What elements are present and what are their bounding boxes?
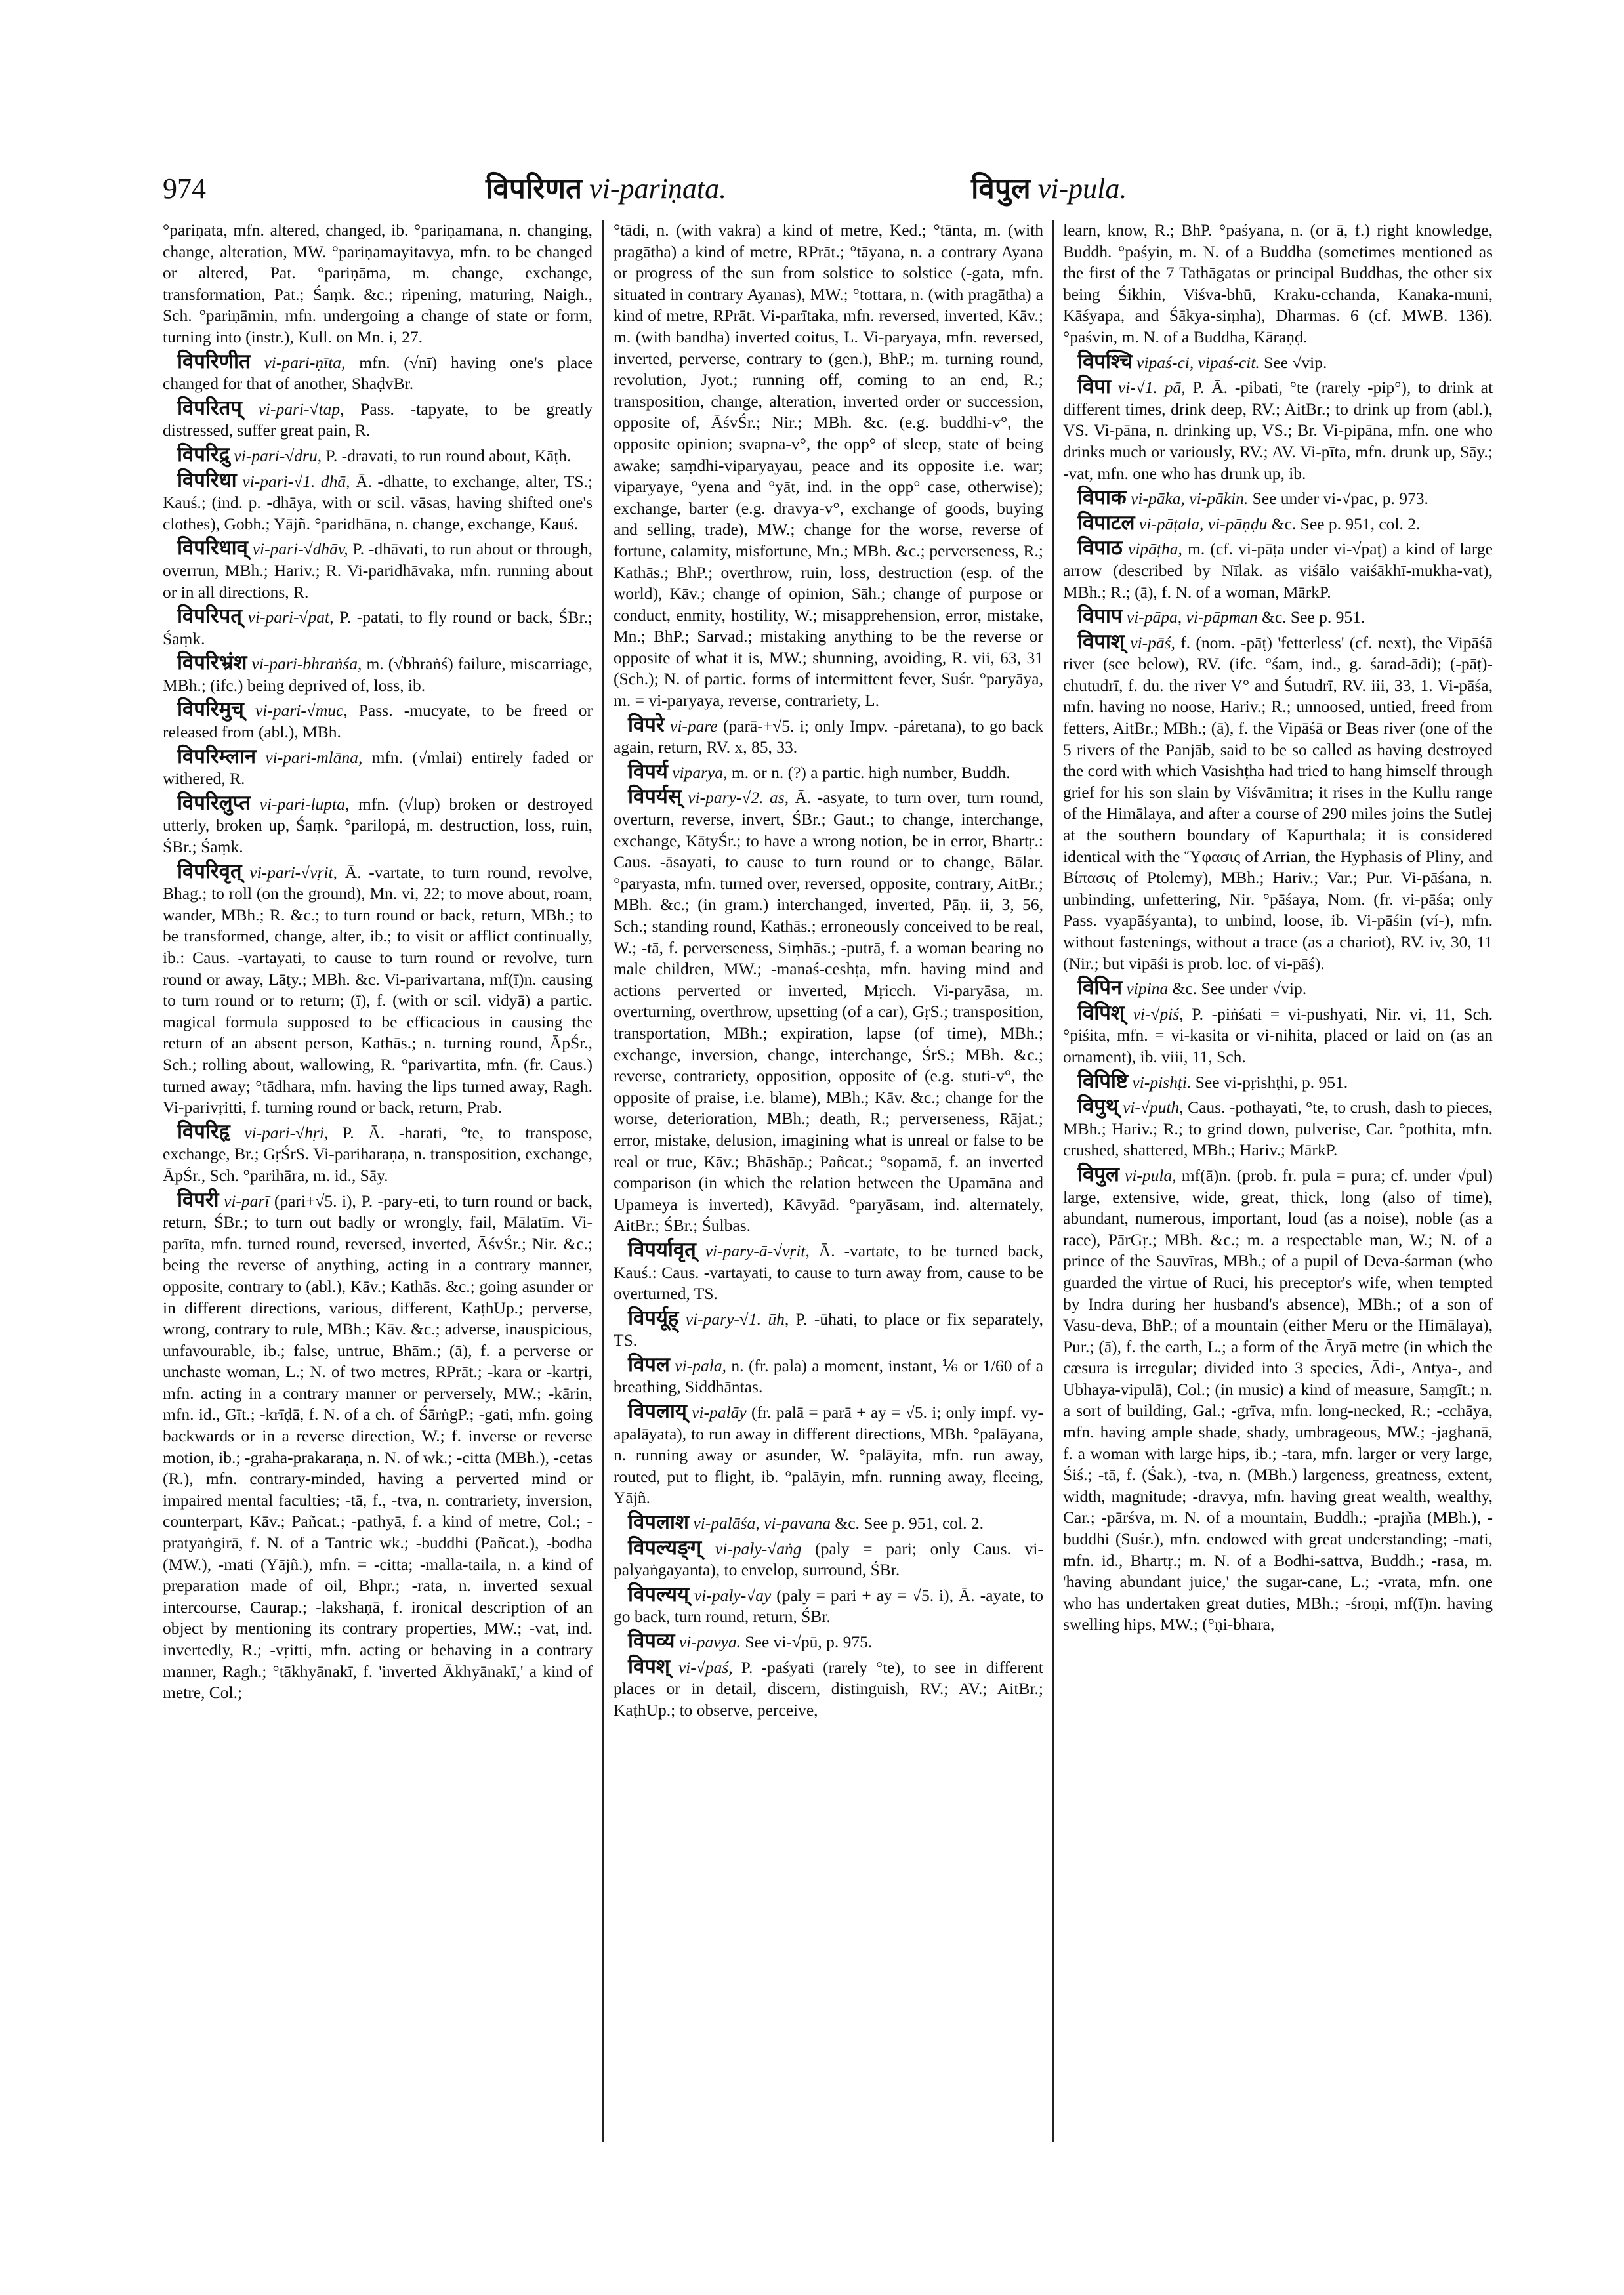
entry-definition: &c. See under √vip. xyxy=(1172,979,1307,999)
headword-transliteration: vi-pare xyxy=(669,716,718,735)
headword-transliteration: vi-pary-√2. as, xyxy=(688,788,789,808)
headword-devanagari: विपिष्टि xyxy=(1077,1069,1129,1092)
headword-transliteration: vi-pari-√hṛi, xyxy=(244,1123,329,1142)
entry-definition: Ā. -dhatte, to exchange, alter, TS.; Kauś.; (ind. p. -dhāya, with or scil. vāsas, having shifted one's clothes), Gobh.; Yājñ. °paridhāna, n. change, exchange, Kauś. xyxy=(163,471,593,533)
headword-transliteration: vi-pāś, xyxy=(1130,632,1175,652)
headword-transliteration: vi-pula, xyxy=(1125,1165,1176,1185)
headword-transliteration: vi-pari-√pat, xyxy=(247,608,334,627)
headword-transliteration: vi-pari-√muc, xyxy=(255,701,348,720)
entry-definition: (fr. palā = parā + ay = √5. i; only impf. vy-apalāyata), to run away in different directions, MBh. °palāyana, n. running away or asunder, W. °palāyita, mfn. run away, routed, put to flight, ib. °palāyin, mfn. running away, fleeing, Yājñ. xyxy=(614,1403,1043,1508)
headword-transliteration: vi-pary-ā-√vṛit, xyxy=(705,1241,810,1260)
dictionary-entry xyxy=(163,746,593,790)
entry-continuation xyxy=(614,220,1043,712)
dictionary-entry xyxy=(163,699,593,743)
entry-definition: P. Ā. -pibati, °te (rarely -pip°), to drink at different times, drink deep, RV.; AitBr.; to drink up from (abl.), VS. Vi-pāna, n. drinking up, VS.; Br. Vi-pipāna, mfn. one who drinks much or variously, RV.; AV. Vi-pīta, mfn. drunk up, Sāy.; -vat, mfn. one who has drunk up, ib. xyxy=(1063,378,1493,483)
entry-continuation xyxy=(163,220,593,348)
headword-devanagari: विपिन xyxy=(1077,976,1123,999)
column-3 xyxy=(1063,220,1493,2145)
headword-transliteration: vi-pari-bhraṅśa, xyxy=(251,654,362,674)
headword-devanagari: विपरितप् xyxy=(177,396,242,419)
entry-definition: mfn. (√mlai) entirely faded or withered, R. xyxy=(163,747,593,789)
headword-devanagari: विपल्यङ्ग् xyxy=(628,1535,702,1559)
headword-devanagari: विपश्चि xyxy=(1077,349,1133,373)
running-head-right-devanagari: विपुल xyxy=(971,173,1031,205)
headword-devanagari: विपर्यूह् xyxy=(628,1306,679,1329)
headword-devanagari: विपुथ् xyxy=(1077,1094,1119,1118)
headword-devanagari: विपल xyxy=(628,1352,670,1376)
entry-definition: &c. See p. 951, col. 2. xyxy=(1271,514,1421,533)
headword-transliteration: vi-pala, xyxy=(675,1355,726,1375)
column-1 xyxy=(163,220,593,2145)
headword-devanagari: विपरिणीत xyxy=(177,349,251,373)
headword-devanagari: विपा xyxy=(1077,375,1111,398)
dictionary-entry xyxy=(1063,512,1493,535)
entry-definition: (paly = pari + ay = √5. i), Ā. -ayate, to go back, turn round, return, ŚBr. xyxy=(614,1585,1043,1626)
dictionary-entry xyxy=(163,351,593,395)
headword-devanagari: विपर्य xyxy=(628,759,668,783)
headword-devanagari: विपश् xyxy=(628,1654,670,1678)
headword-devanagari: विपुल xyxy=(1077,1162,1119,1186)
dictionary-entry xyxy=(1063,487,1493,510)
headword-transliteration: vipaś-ci, vipaś-cit. xyxy=(1136,352,1260,372)
headword-transliteration: vi-pāka, vi-pākin. xyxy=(1131,489,1249,508)
entry-definition: Ā. -asyate, to turn over, turn round, overturn, reverse, invert, ŚBr.; Gaut.; to change, interchange, exchange, KātyŚr.; to have a wrong notion, be in error, Bhartṛ.: Caus. -āsayati, to cause to turn round or to change, Bālar. °paryasta, mfn. turned over, reversed, opposite, contrary, AitBr.; MBh. &c.; (in gram.) interchanged, inverted, Pāṇ. ii, 3, 56, Sch.; standing round, Kathās.; erroneously conceived to be real, W.; -tā, f. perverseness, Siṃhās.; -putrā, f. a woman bearing no male children, MW.; -manaś-ceshṭa, mfn. having mind and actions perverted or inverted, Mṛicch. Vi-paryāsa, m. overturning, overthrow, upsetting (of a car), GṛS.; transposition, transportation, MBh.; expiration, lapse (of time), MBh.; exchange, inversion, change, interchange, ŚrS.; MBh. &c.; reverse, contrariety, opposition, opposite of (e.g. stuti-v°, the opposite of praise, i.e. blame), MBh.; Kāv. &c.; change for the worse, deterioration, MBh.; death, R.; perverseness, Rājat.; error, mistake, delusion, imagining what is unreal or false to be real or true, Kāv.; Bhāshāp.; Pañcat.; °sopamā, f. an inverted comparison (in which the relation between the Upamāna and Upameya is inverted), Kāvyād. °paryāsam, ind. alternately, AitBr.; ŚBr.; Śulbas. xyxy=(614,788,1043,1235)
entry-definition: Ā. -vartate, to turn round, revolve, Bhag.; to roll (on the ground), Mn. vi, 22; to move about, roam, wander, MBh.; R. &c.; to turn round or back, return, MBh.; to be transformed, change, alter, ib.; to visit or afflict continually, ib.: Caus. -vartayati, to cause to turn round or revolve, turn round or away, Lāṭy.; MBh. &c. Vi-parivartana, mf(ī)n. causing to turn round or to return; (ī), f. (with or scil. vidyā) a partic. magical formula supposed to be efficacious in causing the return of an absent person, Kathās.; n. turning round, ĀpŚr., Sch.; rolling about, wallowing, R. °parivartita, mfn. (fr. Caus.) turned away; °tādhara, mfn. having the lips turned away, Ragh. Vi-parivṛitti, f. turning round or back, return, Prab. xyxy=(163,862,593,1117)
dictionary-entry xyxy=(614,1308,1043,1352)
headword-transliteration: vi-palāśa, vi-pavana xyxy=(693,1514,831,1533)
entry-definition: P. -ūhati, to place or fix separately, TS. xyxy=(614,1309,1043,1350)
column-divider xyxy=(1052,220,1054,2142)
entry-definition: Pass. -mucyate, to be freed or released from (abl.), MBh. xyxy=(163,701,593,742)
headword-devanagari: विपरिधा xyxy=(177,468,237,491)
headword-devanagari: विपरिभ्रंश xyxy=(177,651,247,674)
headword-transliteration: vi-paly-√aṅg xyxy=(715,1539,802,1558)
column-2 xyxy=(614,220,1043,2145)
dictionary-entry xyxy=(163,470,593,535)
dictionary-entry xyxy=(163,398,593,442)
headword-transliteration: vi-pari-ṇīta, xyxy=(264,352,346,372)
dictionary-entry xyxy=(163,537,593,603)
headword-devanagari: विपाटल xyxy=(1077,510,1135,534)
dictionary-entry xyxy=(1063,977,1493,1000)
dictionary-entry xyxy=(614,1354,1043,1398)
entry-definition: See vi-pṛishṭhi, p. 951. xyxy=(1195,1072,1348,1092)
headword-devanagari: विपव्य xyxy=(628,1629,675,1652)
running-head-right-translit: vi-pula. xyxy=(1037,173,1127,205)
entry-definition: m. (cf. vi-pāṭa under vi-√paṭ) a kind of large arrow (described by Nīlak. as viśālo vaiśākhī-mukha-vat), MBh.; R.; (ā), f. N. of a woman, MārkP. xyxy=(1063,539,1493,602)
entry-definition: Ā. -vartate, to be turned back, Kauś.: Caus. -vartayati, to cause to turn away from, cause to be overturned, TS. xyxy=(614,1241,1043,1304)
headword-devanagari: विपाप xyxy=(1077,604,1123,628)
dictionary-entry xyxy=(1063,1003,1493,1068)
headword-devanagari: विपरिलुप्त xyxy=(177,791,251,814)
dictionary-entry xyxy=(614,1239,1043,1305)
running-head-left xyxy=(486,172,726,206)
dictionary-entry xyxy=(163,652,593,696)
headword-devanagari: विपर्यस् xyxy=(628,785,682,808)
headword-devanagari: विपरे xyxy=(628,713,665,736)
entry-definition: See vi-√pū, p. 975. xyxy=(745,1632,873,1651)
entry-definition: (parā-+√5. i; only Impv. -páretana), to go back again, return, RV. x, 85, 33. xyxy=(614,716,1043,757)
entry-definition: P. -paśyati (rarely °te), to see in different places or in detail, discern, distinguish, RV.; AV.; AitBr.; KaṭhUp.; to observe, perceive, xyxy=(614,1657,1043,1720)
entry-definition: P. Ā. -harati, °te, to transpose, exchange, Br.; GṛŚrS. Vi-pariharaṇa, n. transposition, exchange, ĀpŚr., Sch. °parihāra, m. id., Sāy. xyxy=(163,1123,593,1185)
dictionary-entry xyxy=(1063,1164,1493,1636)
headword-transliteration: vi-pari-√1. dhā, xyxy=(242,471,350,491)
dictionary-entry xyxy=(614,1584,1043,1628)
entry-definition: m. (√bhraṅś) failure, miscarriage, MBh.; (ifc.) being deprived of, loss, ib. xyxy=(163,654,593,695)
headword-transliteration: vi-pari-√tap, xyxy=(258,399,344,419)
entry-definition: (paly = pari; only Caus. vi-palyaṅgayanta), to envelop, surround, ŚBr. xyxy=(614,1539,1043,1580)
entry-definition: learn, know, R.; BhP. °paśyana, n. (or ā, f.) right knowledge, Buddh. °paśyin, m. N. of a Buddha (sometimes mentioned as the first of the 7 Tathāgatas or principal Buddhas, the other six being Śikhin, Viśva-bhū, Kraku-cchanda, Kanaka-muni, Kāśyapa, and Śākya-siṃha), Dharmas. 6 (cf. MWB. 136). °paśvin, m. N. of a Buddha, Kāraṇḍ. xyxy=(1063,220,1493,346)
headword-transliteration: vi-pāpa, vi-pāpman xyxy=(1126,608,1258,627)
dictionary-entry xyxy=(614,1512,1043,1535)
dictionary-entry xyxy=(614,1401,1043,1509)
headword-devanagari: विपर्यावृत् xyxy=(628,1237,696,1261)
headword-devanagari: विपरिहृ xyxy=(177,1119,230,1143)
headword-transliteration: vi-pāṭala, vi-pāṇḍu xyxy=(1138,514,1268,533)
dictionary-entry xyxy=(1063,606,1493,629)
headword-devanagari: विपरिवृत् xyxy=(177,859,242,882)
headword-transliteration: vipina xyxy=(1126,979,1169,999)
dictionary-entry xyxy=(1063,351,1493,374)
dictionary-entry xyxy=(614,1630,1043,1653)
headword-transliteration: viparya, xyxy=(672,762,728,782)
entry-definition: Pass. -tapyate, to be greatly distressed, suffer great pain, R. xyxy=(163,399,593,440)
entry-definition: Caus. -pothayati, °te, to crush, dash to pieces, MBh.; Hariv.; R.; to grind down, pulverise, Car. °pothita, mfn. crushed, shattered, MBh.; Hariv.; MārkP. xyxy=(1063,1098,1493,1160)
headword-devanagari: विपाक xyxy=(1077,486,1127,509)
entry-definition: m. or n. (?) a partic. high number, Buddh. xyxy=(731,762,1010,782)
entry-definition: (pari+√5. i), P. -pary-eti, to turn round or back, return, ŚBr.; to turn out badly or wrongly, fail, Mālatīm. Vi-parīta, mfn. turned round, reversed, inverted, ĀśvŚr.; Nir. &c.; being the reverse of anything, acting in a contrary manner, opposite, contrary to (abl.), Kāv.; Kathās. &c.; going asunder or in different directions, various, different, KaṭhUp.; perverse, wrong, contrary to rule, MBh.; Kāv. &c.; adverse, inauspicious, unfavourable, ib.; false, untrue, Bhām.; (ā), f. a perverse or unchaste woman, L.; N. of two metres, RPrāt.; -kara or -kartṛi, mfn. acting in a contrary manner or perversely, MW.; -kārin, mfn. id., Gīt.; -krīḍā, f. N. of a ch. of ŚārṅgP.; -gati, mfn. going backwards or in a reverse direction, W.; f. inverse or reverse motion, ib.; -graha-prakaraṇa, n. N. of wk.; -citta (MBh.), -cetas (R.), mfn. contrary-minded, having a perverted mind or impaired mental faculties; -tā, f., -tva, n. contrariety, inversion, counterpart, Kāv.; Pañcat.; -pathyā, f. a kind of metre, Col.; -pratyaṅgirā, f. N. of a Tantric wk.; -buddhi (Pañcat.), -bodha (MW.), -mati (Yājñ.), mfn. = -citta; -malla-taila, n. a kind of preparation made of oil, Bhpr.; -rata, n. inverted sexual intercourse, Caurap.; -lakshaṇā, f. ironical description of an object by mentioning its contrary properties, MW.; -vat, ind. invertedly, R.; -vṛitti, mfn. acting or behaving in a contrary manner, Ragh.; °tākhyānakī, f. 'inverted Ākhyānakī,' a kind of metre, Col.; xyxy=(163,1191,593,1703)
headword-transliteration: vi-parī xyxy=(224,1191,270,1210)
headword-transliteration: vi-pari-√dru, xyxy=(234,445,322,465)
dictionary-entry xyxy=(1063,1071,1493,1094)
entry-definition: n. (fr. pala) a moment, instant, ⅙ or 1/60 of a breathing, Siddhāntas. xyxy=(614,1355,1043,1397)
dictionary-entry xyxy=(1063,1096,1493,1161)
headword-devanagari: विपलाय् xyxy=(628,1399,687,1423)
headword-transliteration: vi-√1. pā, xyxy=(1117,378,1186,398)
entry-definition: f. (nom. -pāṭ) 'fetterless' (cf. next), the Vipāśā river (see below), RV. (ifc. °śam, ind., g. śarad-ādi); (-pāṭ)-chutudrī, f. du. the river V° and Śutudrī, RV. iii, 33, 1. Vi-pāśa, mfn. having no noose, Hariv.; R.; unnoosed, untied, freed from fetters, AitBr.; MBh.; (ā), f. the Vipāśā or Beas river (one of the 5 rivers of the Panjāb, said to be so called as having destroyed the cord with which Vasishṭha had tried to hang himself through grief for his son slain by Viśvāmitra; it rises in the Kullu range of the Himālaya, and after a course of 290 miles joins the Sutlej at the southern boundary of Kapurthala; it is considered identical with the Ὕφασις of Arrian, the Hyphasis of Pliny, and Βίπασις of Ptolemy), MBh.; Hariv.; Var.; Pur. Vi-pāśana, n. unbinding, unfettering, Nir. °pāśaya, Nom. (fr. vi-pāśa; only Pass. vyapāśyanta), to unbind, loose, ib. Vi-pāśin (ví-), mfn. without fastenings, without a trace (as a chariot), RV. iv, 30, 11 (Nir.; but vipāśi is prob. loc. of vi-pāś). xyxy=(1063,632,1493,973)
headword-transliteration: vi-pari-mlāna, xyxy=(265,747,363,767)
entry-definition: See under vi-√pac, p. 973. xyxy=(1252,489,1428,508)
entry-continuation xyxy=(1063,220,1493,348)
running-head-left-translit: vi-pariṇata. xyxy=(589,173,727,205)
headword-devanagari: विपरिद्रु xyxy=(177,442,230,466)
entry-definition: mfn. (√lup) broken or destroyed utterly, broken up, Śaṃk. °parilopá, m. destruction, loss, ruin, ŚBr.; Śaṃk. xyxy=(163,794,593,857)
dictionary-entry xyxy=(614,1537,1043,1581)
headword-transliteration: vi-palāy xyxy=(692,1403,747,1422)
dictionary-entry xyxy=(614,714,1043,758)
headword-devanagari: विपाठ xyxy=(1077,536,1123,560)
headword-devanagari: विपलाश xyxy=(628,1510,689,1534)
headword-devanagari: विपरिमुच् xyxy=(177,697,244,721)
headword-transliteration: vipāṭha, xyxy=(1128,539,1182,559)
headword-transliteration: vi-√puth, xyxy=(1123,1098,1184,1117)
dictionary-entry xyxy=(614,786,1043,1236)
entry-definition: &c. See p. 951, col. 2. xyxy=(835,1514,984,1533)
entry-definition: P. -dhāvati, to run about or through, overrun, MBh.; Hariv.; R. Vi-paridhāvaka, mfn. running about or in all directions, R. xyxy=(163,539,593,602)
headword-transliteration: vi-√paś, xyxy=(678,1657,733,1677)
headword-transliteration: vi-√piś, xyxy=(1133,1004,1184,1023)
dictionary-entry xyxy=(614,1656,1043,1722)
dictionary-entry xyxy=(1063,537,1493,603)
headword-transliteration: vi-paly-√ay xyxy=(694,1585,772,1605)
dictionary-entry xyxy=(163,606,593,650)
headword-transliteration: vi-pari-√dhāv, xyxy=(252,539,348,559)
headword-devanagari: विपाश् xyxy=(1077,629,1125,653)
dictionary-entry xyxy=(163,861,593,1119)
entry-definition: mfn. (√nī) having one's place changed for that of another, ShaḍvBr. xyxy=(163,352,593,394)
headword-transliteration: vi-pari-lupta, xyxy=(259,794,350,814)
dictionary-entry xyxy=(1063,631,1493,975)
entry-definition: °pariṇata, mfn. altered, changed, ib. °pariṇamana, n. changing, change, alteration, MW. °pariṇamayitavya, mfn. to be changed or altered, Pat. °pariṇāma, m. change, exchange, transformation, Pat.; Śaṃk. &c.; ripening, maturing, Naigh., Sch. °pariṇāmin, mfn. undergoing a change of state or form, turning into (instr.), Kull. on Mn. i, 27. xyxy=(163,220,593,346)
headword-transliteration: vi-pishṭi. xyxy=(1132,1072,1192,1092)
running-head-left-devanagari: विपरिणत xyxy=(486,173,583,205)
entry-definition: See √vip. xyxy=(1264,352,1327,372)
headword-devanagari: विपरिपत् xyxy=(177,604,242,628)
headword-devanagari: विपरी xyxy=(177,1188,219,1211)
entry-definition: P. -dravati, to run round about, Kāṭh. xyxy=(325,445,572,465)
headword-devanagari: विपल्यय् xyxy=(628,1582,689,1605)
dictionary-entry xyxy=(163,1121,593,1187)
entry-definition: °tādi, n. (with vakra) a kind of metre, Ked.; °tānta, m. (with pragātha) a kind of metre, RPrāt.; °tāyana, n. a contrary Ayana or progress of the sun from solstice to solstice (-gata, mfn. situated in contrary Ayanas), MW.; °tottara, n. (with pragātha) a kind of metre, RPrāt. Vi-parītaka, mfn. reversed, inverted, Kāv.; m. (with bandha) inverted coitus, L. Vi-paryaya, mfn. reversed, inverted, perverse, contrary to (gen.), BhP.; m. turning round, revolution, Jyot.; running off, coming to an end, R.; transposition, change, alteration, inverted order or succession, opposite of, ĀśvŚr.; Nir.; MBh. &c. (e.g. buddhi-v°, the opposite opinion; svapna-v°, the opp° of sleep, state of being awake; saṃdhi-viparyayau, peace and its opposite i.e. war; viparyaye, °yena and °yāt, ind. in the opp° case, otherwise); exchange, barter (e.g. dravya-v°, exchange of goods, buying and selling, trade), MW.; change for the worse, reverse of fortune, calamity, misfortune, Mn.; MBh. &c.; perverseness, R.; Kathās.; BhP.; overthrow, ruin, loss, destruction (esp. of the world), Kāv.; change of opinion, Sāh.; change of purpose or conduct, enmity, hostility, W.; misapprehension, error, mistake, Mn.; BhP.; Sarvad.; mistaking anything to be the reverse or opposite of what it is, MW.; shunning, avoiding, R. vii, 63, 31 (Sch.); N. of partic. forms of intermittent fever, Suśr. °paryāya, m. = vi-paryaya, reverse, contrariety, L. xyxy=(614,220,1043,711)
headword-devanagari: विपिश् xyxy=(1077,1001,1125,1024)
dictionary-entry xyxy=(1063,376,1493,484)
entry-definition: mf(ā)n. (prob. fr. pula = pura; cf. under √pul) large, extensive, wide, great, thick, long (also of time), abundant, numerous, important, loud (as a noise), noble (as a race), PārGṛ.; MBh. &c.; m. a respectable man, W.; N. of a prince of the Sauvīras, MBh.; of a pupil of Deva-śarman (who guarded the virtue of Ruci, his preceptor's wife, when tempted by Indra during her husband's absence), MBh.; of a son of Vasu-deva, BhP.; of a mountain (either Meru or the Himālaya), Pur.; (ā), f. the earth, L.; a form of the Āryā metre (in which the cæsura is irregular; divided into 3 species, Ādi-, Antya-, and Ubhaya-vipulā), Col.; (in music) a kind of measure, Saṃgīt.; n. a sort of building, Gal.; -grīva, mfn. long-necked, R.; -cchāya, mfn. having ample shade, shady, umbrageous, MW.; -jaghanā, f. a woman with large hips, ib.; -tara, mfn. larger or very large, Śiś.; -tā, f. (Śak.), -tva, n. (MBh.) largeness, greatness, extent, width, magnitude; -dravya, mfn. having great wealth, wealthy, Car.; -pārśva, m. N. of a mountain, Buddh.; -prajña (MBh.), -buddhi (Suśr.), mfn. endowed with great understanding; -mati, mfn. id., Bhartṛ.; m. N. of a Bodhi-sattva, Buddh.; -rasa, m. 'having abundant juice,' the sugar-cane, L.; -vrata, mfn. one who has undertaken great duties, MBh.; -śroṇi, mf(ī)n. having swelling hips, MW.; (°ṇi-bhara, xyxy=(1063,1165,1493,1634)
entry-definition: P. -piṅśati = vi-pushyati, Nir. vi, 11, Sch. °piśita, mfn. = vi-kasita or vi-nihita, placed or laid on (as an ornament), ib. viii, 11, Sch. xyxy=(1063,1004,1493,1066)
running-head-right xyxy=(971,172,1127,206)
dictionary-entry xyxy=(163,1189,593,1704)
entry-definition: &c. See p. 951. xyxy=(1261,608,1365,627)
dictionary-entry xyxy=(163,793,593,858)
entry-definition: P. -patati, to fly round or back, ŚBr.; Śaṃk. xyxy=(163,608,593,648)
dictionary-entry xyxy=(163,444,593,467)
headword-transliteration: vi-pavya. xyxy=(678,1632,741,1651)
headword-devanagari: विपरिम्लान xyxy=(177,744,257,768)
dictionary-entry xyxy=(614,761,1043,784)
page-number: 974 xyxy=(163,173,206,205)
headword-devanagari: विपरिधाव् xyxy=(177,536,248,560)
column-divider xyxy=(602,220,604,2142)
headword-transliteration: vi-pari-√vṛit, xyxy=(249,862,337,882)
headword-transliteration: vi-pary-√1. ūh, xyxy=(685,1309,789,1329)
